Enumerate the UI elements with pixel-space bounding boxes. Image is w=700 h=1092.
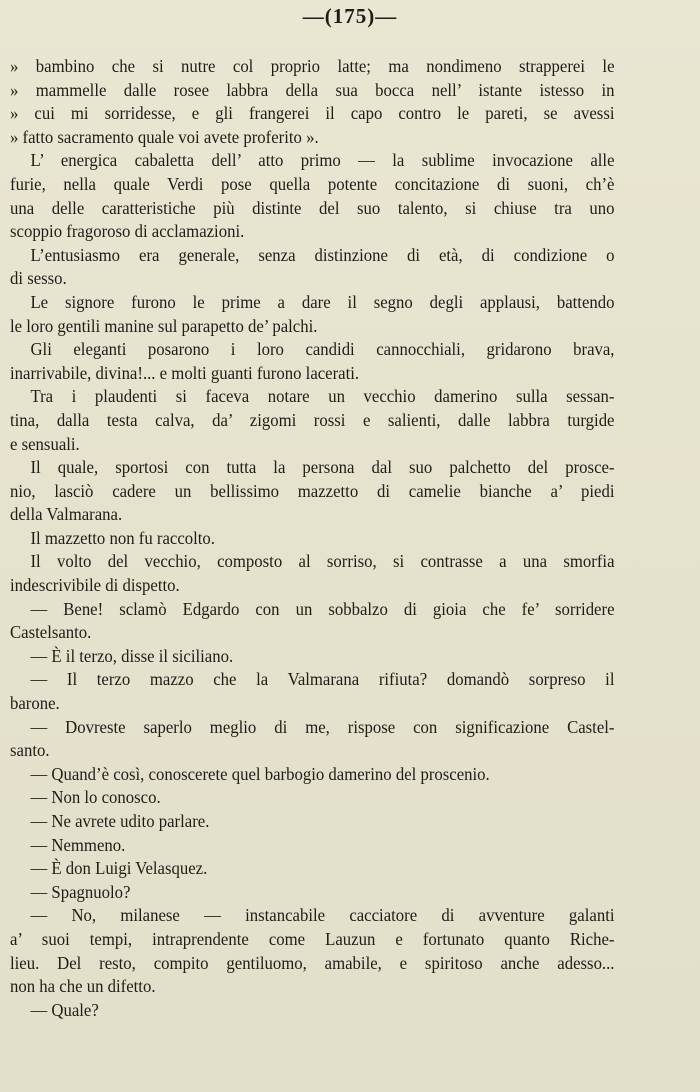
text-line: una delle caratteristiche più distinte del suo talento, si chiuse tra uno xyxy=(10,197,615,218)
text-line: santo. xyxy=(10,740,50,761)
text-line: » fatto sacramento quale voi avete proferito ». xyxy=(10,126,319,147)
text-line: » bambino che si nutre col proprio latte; ma nondimeno strapperei le xyxy=(10,56,615,76)
text-line: barone. xyxy=(10,693,60,714)
page-number-header: —(175)— xyxy=(302,4,398,28)
text-line: — È il terzo, disse il siciliano. xyxy=(30,645,234,666)
text-line: » cui mi sorridesse, e gli frangerei il capo contro le pareti, se avessi xyxy=(10,103,615,124)
text-line: le loro gentili manine sul parapetto de’ palchi. xyxy=(10,315,318,336)
text-line: non ha che un difetto. xyxy=(10,976,156,997)
text-line: — Nemmeno. xyxy=(30,834,126,855)
text-line: Il mazzetto non fu raccolto. xyxy=(30,527,215,548)
text-line: inarrivabile, divina!... e molti guanti furono lacerati. xyxy=(10,362,360,383)
text-line: nio, lasciò cadere un bellissimo mazzetto di camelie bianche a’ piedi xyxy=(10,480,615,501)
text-line: a’ suoi tempi, intraprendente come Lauzun e fortunato quanto Riche- xyxy=(10,928,615,949)
text-line: — Spagnuolo? xyxy=(30,881,131,902)
text-line: — È don Luigi Velasquez. xyxy=(30,858,208,879)
body-text xyxy=(10,55,615,1022)
text-line: L’ energica cabaletta dell’ atto primo — la sublime invocazione alle xyxy=(30,150,615,171)
text-line: — Bene! sclamò Edgardo con un sobbalzo di gioia che fe’ sorridere xyxy=(30,598,615,619)
text-line: furie, nella quale Verdi pose quella potente concitazione di suoni, ch’è xyxy=(10,173,615,194)
text-line: Gli eleganti posarono i loro candidi cannocchiali, gridarono brava, xyxy=(30,339,615,360)
text-line: — Non lo conosco. xyxy=(30,787,161,808)
text-line: Castelsanto. xyxy=(10,622,92,643)
text-line: lieu. Del resto, compito gentiluomo, amabile, e spiritoso anche adesso... xyxy=(10,952,615,973)
text-line: — No, milanese — instancabile cacciatore di avventure galanti xyxy=(30,905,615,926)
text-line: della Valmarana. xyxy=(10,504,123,525)
text-line: indescrivibile di dispetto. xyxy=(10,575,180,596)
text-line: — Il terzo mazzo che la Valmarana rifiuta? domandò sorpreso il xyxy=(30,669,615,690)
text-line: — Quand’è così, conoscerete quel barbogio damerino del proscenio. xyxy=(30,763,490,784)
text-line: » mammelle dalle rosee labbra della sua bocca nell’ istante istesso in xyxy=(10,79,615,100)
text-line: tina, dalla testa calva, da’ zigomi rossi e salienti, dalle labbra turgide xyxy=(10,409,615,430)
text-line: — Dovreste saperlo meglio di me, rispose con significazione Castel- xyxy=(30,716,615,737)
text-line: Tra i plaudenti si faceva notare un vecchio damerino sulla sessan- xyxy=(30,386,615,407)
text-line: — Ne avrete udito parlare. xyxy=(30,811,210,831)
text-line: L’entusiasmo era generale, senza distinzione di età, di condizione o xyxy=(30,244,615,265)
text-line: scoppio fragoroso di acclamazioni. xyxy=(10,221,245,242)
text-line: Il quale, sportosi con tutta la persona dal suo palchetto del prosce- xyxy=(30,457,615,478)
text-line: di sesso. xyxy=(10,268,67,289)
text-line: e sensuali. xyxy=(10,433,80,454)
text-line: — Quale? xyxy=(30,999,99,1020)
text-line: Le signore furono le prime a dare il segno degli applausi, battendo xyxy=(30,291,615,312)
text-line: Il volto del vecchio, composto al sorriso, si contrasse a una smorfia xyxy=(30,551,615,572)
